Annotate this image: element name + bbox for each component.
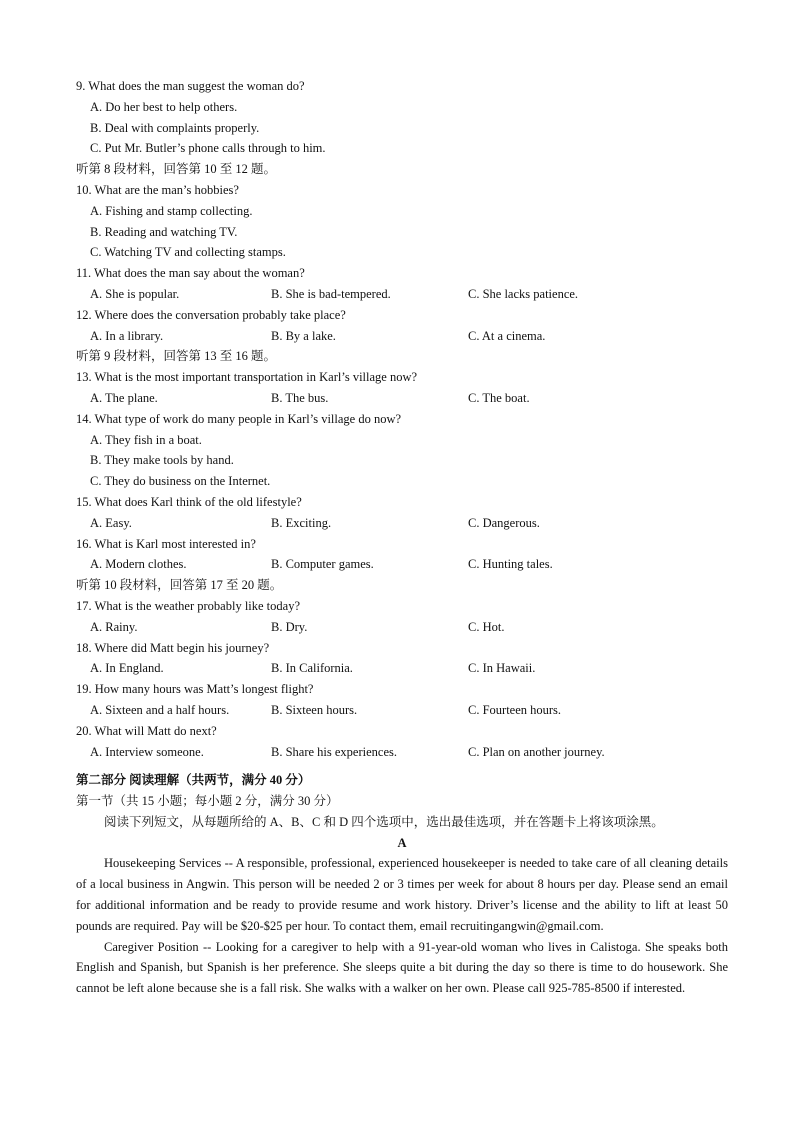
option-14c: C. They do business on the Internet.: [90, 474, 271, 489]
question-10: 10. What are the man’s hobbies?: [76, 182, 239, 197]
option-12b: B. By a lake.: [271, 328, 336, 343]
option-12a: A. In a library.: [90, 328, 164, 343]
option-13b: B. The bus.: [271, 390, 329, 405]
question-9: 9. What does the man suggest the woman do?: [76, 79, 305, 93]
option-20c: C. Plan on another journey.: [468, 744, 605, 759]
question-19: 19. How many hours was Matt’s longest flight?: [76, 682, 314, 697]
question-18: 18. Where did Matt begin his journey?: [76, 640, 270, 655]
question-20: 20. What will Matt do next?: [76, 723, 217, 738]
passage-label: A: [397, 835, 407, 850]
option-17b: B. Dry.: [271, 619, 308, 634]
question-11: 11. What does the man say about the woman?: [76, 266, 305, 281]
option-17a: A. Rainy.: [90, 619, 138, 634]
question-12: 12. Where does the conversation probably take place?: [76, 307, 346, 322]
part-2-title: 第二部分 阅读理解（共两节，满分 40 分）: [76, 773, 311, 788]
options-19: [76, 700, 728, 721]
option-10c: C. Watching TV and collecting stamps.: [90, 245, 286, 260]
reading-instruction: 阅读下列短文，从每题所给的 A、B、C 和 D 四个选项中，选出最佳选项，并在答题卡上将该项涂黑。: [104, 814, 664, 829]
options-16: [76, 554, 728, 575]
option-12c: C. At a cinema.: [468, 328, 546, 343]
option-19c: C. Fourteen hours.: [468, 702, 562, 717]
option-11b: B. She is bad-tempered.: [271, 286, 391, 301]
options-18: [76, 658, 728, 679]
option-14a: A. They fish in a boat.: [90, 432, 202, 447]
options-13: [76, 388, 728, 409]
option-20b: B. Share his experiences.: [271, 744, 398, 759]
option-13a: A. The plane.: [90, 390, 158, 405]
paragraph-caregiver: Caregiver Position -- Looking for a caregiver to help with a 91-year-old woman who lives in Calistoga. She speaks both English and Spanish, but Spanish is her preference. She sleeps quite a bit during the day so there is time to do housework. She cannot be left alone because she is a fall risk. She walks with a walker on her own. Please call 925-785-8500 if interested.: [76, 939, 728, 996]
option-19b: B. Sixteen hours.: [271, 702, 358, 717]
option-14b: B. They make tools by hand.: [90, 453, 234, 468]
section-intro-9: 听第 9 段材料，回答第 13 至 16 题。: [76, 349, 277, 364]
options-11: [76, 284, 728, 305]
question-15: 15. What does Karl think of the old lifestyle?: [76, 494, 302, 509]
option-13c: C. The boat.: [468, 390, 530, 405]
options-15: [76, 513, 728, 534]
option-16c: C. Hunting tales.: [468, 557, 553, 572]
question-17: 17. What is the weather probably like today?: [76, 598, 301, 613]
option-11c: C. She lacks patience.: [468, 286, 579, 301]
paragraph-housekeeping: Housekeeping Services -- A responsible, professional, experienced housekeeper is needed to take care of all cleaning details of a local business in Angwin. This person will be needed 2 or 3 times per week for about 8 hours per day. Please send an email for additional information and be ready to provide resume and work history. Driver’s license and the ability to lift at least 50 pounds are required. Pay will be $20-$25 per hour. To contact them, email recruitingangwin@gmail.com.: [76, 856, 728, 933]
option-9b: B. Deal with complaints properly.: [90, 120, 260, 135]
option-16a: A. Modern clothes.: [90, 557, 187, 572]
options-17: [76, 617, 728, 638]
option-10a: A. Fishing and stamp collecting.: [90, 203, 253, 218]
option-15a: A. Easy.: [90, 515, 132, 530]
option-10b: B. Reading and watching TV.: [90, 224, 238, 239]
section-1-title: 第一节（共 15 小题；每小题 2 分，满分 30 分）: [76, 794, 339, 809]
option-17c: C. Hot.: [468, 619, 505, 634]
option-9a: A. Do her best to help others.: [90, 99, 238, 114]
option-18c: C. In Hawaii.: [468, 661, 536, 676]
option-18b: B. In California.: [271, 661, 353, 676]
question-14: 14. What type of work do many people in Karl’s village do now?: [76, 411, 402, 426]
option-15b: B. Exciting.: [271, 515, 332, 530]
option-15c: C. Dangerous.: [468, 515, 540, 530]
section-intro-8: 听第 8 段材料，回答第 10 至 12 题。: [76, 162, 277, 177]
options-20: [76, 742, 728, 763]
options-12: [76, 326, 728, 347]
option-16b: B. Computer games.: [271, 557, 374, 572]
option-9c: C. Put Mr. Butler’s phone calls through to him.: [90, 141, 326, 156]
option-18a: A. In England.: [90, 661, 164, 676]
question-16: 16. What is Karl most interested in?: [76, 536, 256, 551]
option-20a: A. Interview someone.: [90, 744, 204, 759]
section-intro-10: 听第 10 段材料，回答第 17 至 20 题。: [76, 578, 283, 593]
option-19a: A. Sixteen and a half hours.: [90, 702, 230, 717]
exam-page: [76, 76, 728, 999]
question-13: 13. What is the most important transportation in Karl’s village now?: [76, 370, 418, 385]
option-11a: A. She is popular.: [90, 286, 180, 301]
